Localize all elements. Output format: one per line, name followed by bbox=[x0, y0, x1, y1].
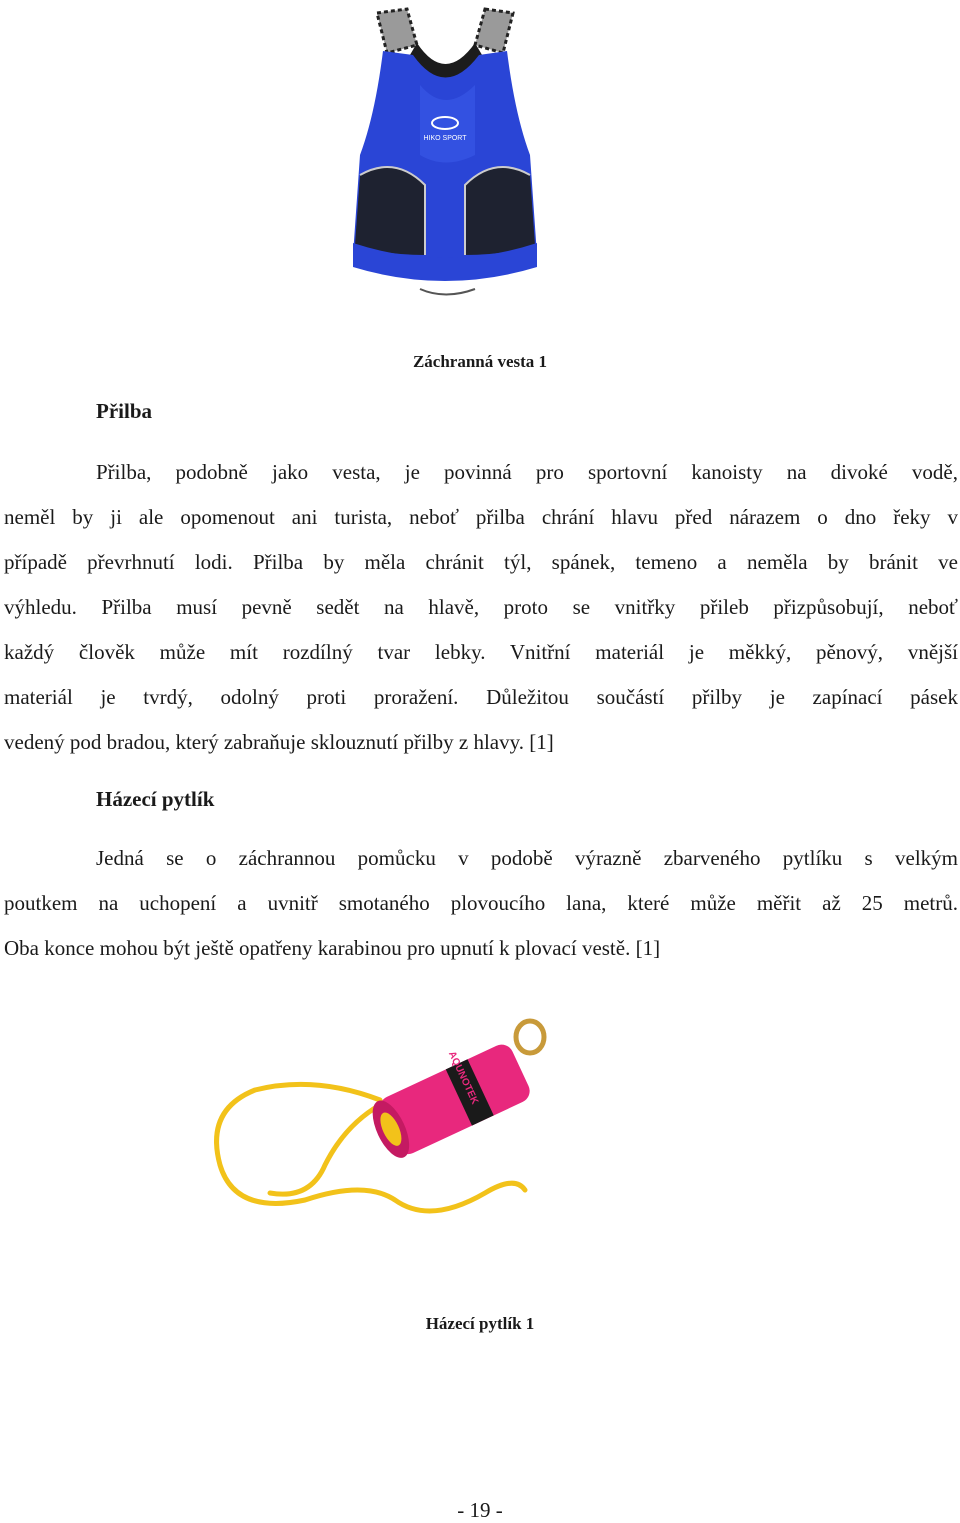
paragraph-line: Jedná se o záchrannou pomůcku v podobě výrazně zbarveného pytlíku s velkým bbox=[96, 846, 958, 870]
paragraph-line: Oba konce mohou být ještě opatřeny karabinou pro upnutí k plovací vestě. [1] bbox=[4, 936, 661, 960]
paragraph-line: výhledu. Přilba musí pevně sedět na hlavě, proto se vnitřky přileb přizpůsobují, neboť bbox=[4, 595, 958, 619]
paragraph-line: vedený pod bradou, který zabraňuje sklouznutí přilby z hlavy. [1] bbox=[4, 730, 554, 754]
vest-brand-text: HIKO SPORT bbox=[423, 135, 467, 142]
paragraph-helmet bbox=[4, 450, 958, 765]
throw-bag-image bbox=[195, 1015, 565, 1220]
section-heading-throw-bag: Házecí pytlík bbox=[96, 787, 215, 811]
paragraph-line: poutkem na uchopení a uvnitř smotaného plovoucího lana, které může měřit až 25 metrů. bbox=[4, 891, 958, 915]
life-vest-image bbox=[325, 5, 565, 305]
paragraph-throw-bag bbox=[4, 836, 958, 971]
paragraph-line: případě převrhnutí lodi. Přilba by měla chránit týl, spánek, temeno a neměla by bránit ve bbox=[4, 550, 958, 574]
paragraph-line: každý člověk může mít rozdílný tvar lebky. Vnitřní materiál je měkký, pěnový, vnější bbox=[4, 640, 958, 664]
figure-caption-life-vest: Záchranná vesta 1 bbox=[412, 352, 548, 371]
figure-caption-throw-bag: Házecí pytlík 1 bbox=[425, 1314, 535, 1333]
paragraph-line: neměl by ji ale opomenout ani turista, neboť přilba chrání hlavu před nárazem o dno řeky v bbox=[4, 505, 958, 529]
paragraph-line: Přilba, podobně jako vesta, je povinná pro sportovní kanoisty na divoké vodě, bbox=[96, 460, 958, 484]
page-number: - 19 - bbox=[457, 1498, 503, 1522]
paragraph-line: materiál je tvrdý, odolný proti proražení. Důležitou součástí přilby je zapínací pásek bbox=[4, 685, 958, 709]
section-heading-helmet: Přilba bbox=[96, 399, 152, 423]
bag-brand-text: AQUNOTEK bbox=[445, 1049, 481, 1107]
